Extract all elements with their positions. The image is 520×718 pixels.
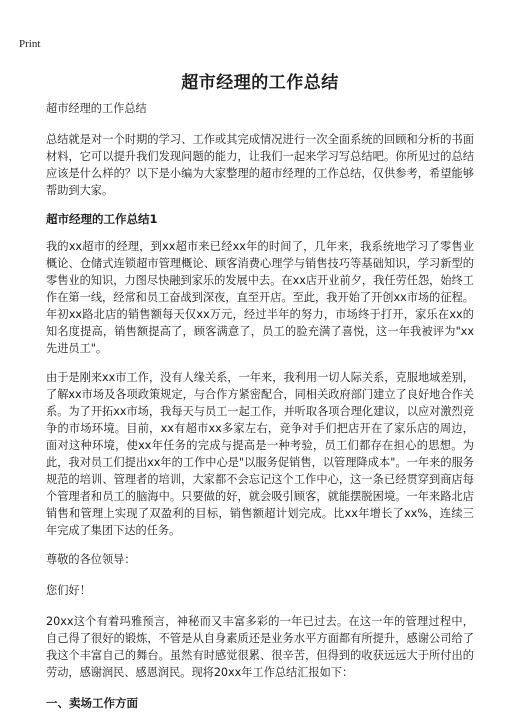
page-title: 超市经理的工作总结 bbox=[181, 73, 339, 93]
greeting-hello: 您们好！ bbox=[46, 584, 91, 597]
paragraph-2: 由于是刚来xx市工作，没有人缘关系，一年来，我利用一切人际关系，克服地域差别，了解xx市场及各项政策规定，与合作方紧密配合，同相关政府部门建立了良好地合作关系。为了开拓xx市场，我每天与员工一起工作，并听取各项合理化建议，以应对激烈竞争的市场环境。目前，xx有超市xx多家左右，竞争对手们把店开在了家乐店的周边，面对这种环境，使xx年任务的完成与提高是一种考验，员工们都存在担心的思想。为此，我对员工们提出xx年的工作中心是"以服务促销售，以管理降成本"。一年来的服务规范的培训、管理者的培训，大家都不会忘记这个工作中心，这一条已经贯穿到商店每个管理者和员工的脑海中。只要做的好，就会吸引顾客，就能摆脱困境。一年来路北店销售和管理上实现了双盈利的目标，销售额超计划完成。比xx年增长了xx%，连续三年完成了集团下达的任务。 bbox=[46, 371, 474, 537]
paragraph-3: 20xx这个有着玛雅预言，神秘而又丰富多彩的一年已过去。在这一年的管理过程中，自己得了很好的锻炼，不管是从自身素质还是业务水平方面都有所提升，感谢公司给了我这个丰富自己的舞台。虽然有时感觉很累、很辛苦，但得到的收获远远大于所付出的劳动，感谢润民、感恩润民。现将20xx年工作总结汇报如下： bbox=[46, 615, 474, 679]
section1-heading: 超市经理的工作总结1 bbox=[46, 212, 158, 226]
document-subtitle: 超市经理的工作总结 bbox=[46, 102, 147, 115]
intro-paragraph: 总结就是对一个时期的学习、工作或其完成情况进行一次全面系统的回顾和分析的书面材料，它可以提升我们发现问题的能力，让我们一起来学习写总结吧。你所见过的总结应该是什么样的？以下是小编为大家整理的超市经理的工作总结，仅供参考，希望能够帮助到大家。 bbox=[46, 133, 474, 197]
document-body bbox=[46, 100, 474, 712]
section2-heading: 一、卖场工作方面 bbox=[46, 696, 138, 710]
greeting-leaders: 尊敬的各位领导： bbox=[46, 553, 136, 566]
print-label[interactable]: Print bbox=[19, 38, 41, 50]
paragraph-1: 我的xx超市的经理，到xx超市来已经xx年的时间了，几年来，我系统地学习了零售业概论、仓储式连锁超市管理概论、顾客消费心理学与销售技巧等基础知识，学习新型的零售业的知识，力图尽快融到家乐的发展中去。在xx店开业前夕，我任劳任怨，始终工作在第一线，经常和员工奋战到深夜，直至开店。至此，我开始了开创xx市场的征程。年初xx路北店的销售额每天仅xx万元，经过半年的努力，市场终于打开，家乐在xx的知名度提高，销售额提高了，顾客满意了，员工的脸充满了喜悦，这一年我被评为"xx先进员工"。 bbox=[46, 240, 474, 355]
